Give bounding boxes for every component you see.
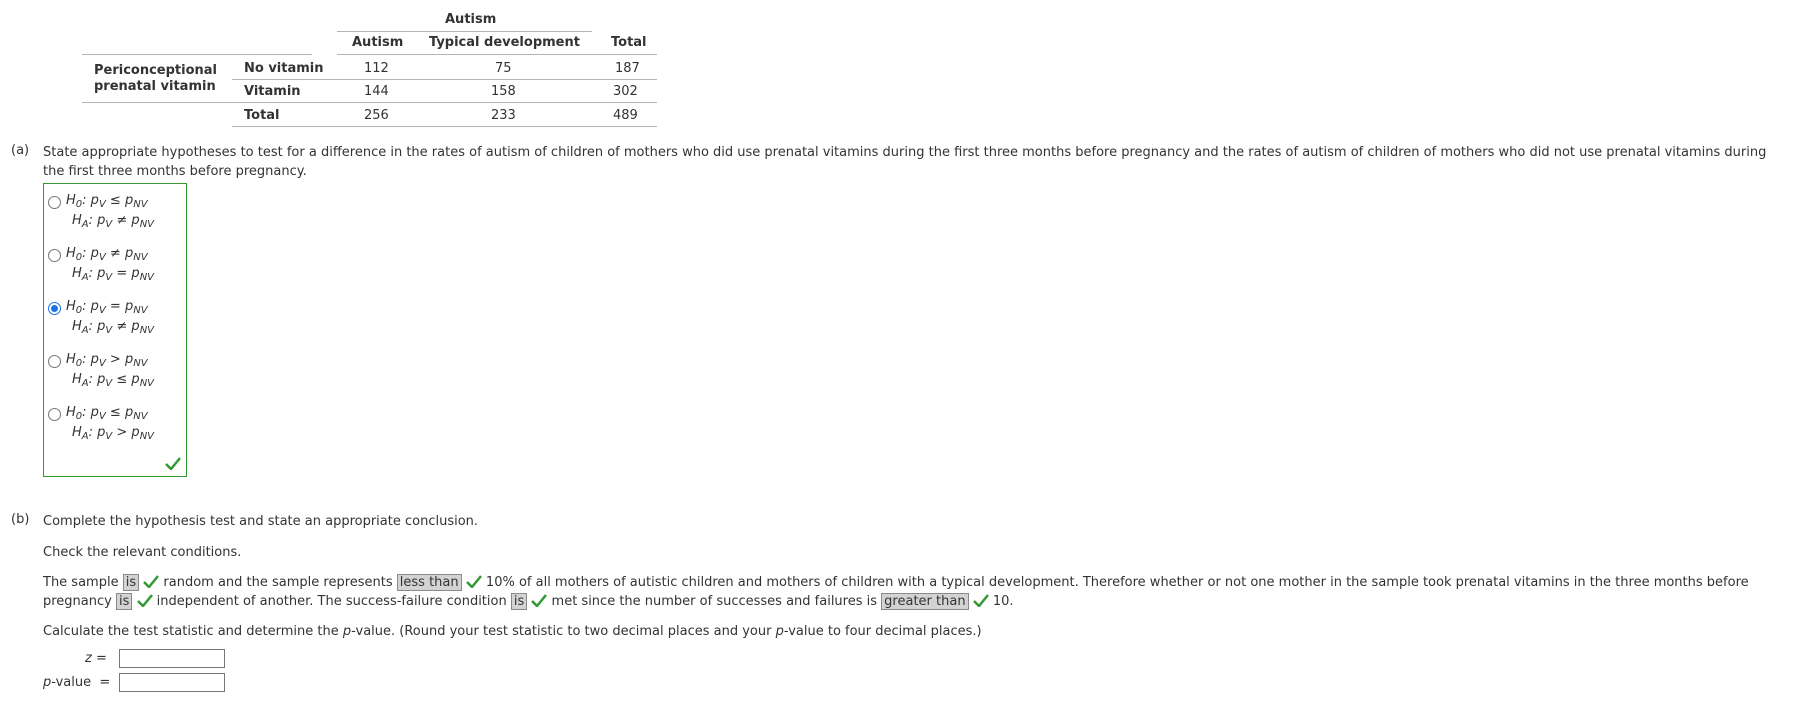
col-header-typical: Typical development <box>429 35 580 50</box>
p-value-label <box>43 675 110 690</box>
row-label-total: Total <box>244 108 280 123</box>
p-value-input[interactable] <box>119 673 225 692</box>
radio-button[interactable] <box>48 355 61 368</box>
radio-button[interactable] <box>48 302 61 315</box>
hypothesis-text: $H_0$: $p_V = p_{NV}$ <box>66 299 148 316</box>
conditions-text: independent of another. The success-failure condition <box>156 594 507 609</box>
table-cell: 187 <box>615 61 640 76</box>
conditions-text: 10. <box>992 594 1014 609</box>
hypothesis-option[interactable] <box>48 241 178 289</box>
hypothesis-option[interactable] <box>48 400 178 448</box>
instruction-text: -value to four decimal places.) <box>783 624 982 639</box>
table-cell: 112 <box>364 61 389 76</box>
hypothesis-text: $H_0$: $p_V \ne p_{NV}$ <box>66 246 148 263</box>
hypothesis-options <box>43 183 187 477</box>
check-conditions-text: Check the relevant conditions. <box>43 545 242 560</box>
row-label-vitamin: Vitamin <box>244 84 301 99</box>
sample-size-select[interactable]: less than <box>397 574 462 591</box>
hypothesis-text: $H_A$: $p_V \le p_{NV}$ <box>72 372 155 389</box>
divider <box>82 54 312 55</box>
random-select[interactable]: is <box>123 574 139 591</box>
table-cell: 158 <box>491 84 516 99</box>
conditions-text: met since the number of successes and failures is <box>551 594 878 609</box>
divider <box>232 126 657 127</box>
check-icon <box>143 575 159 588</box>
divider <box>337 31 592 32</box>
question-line: State appropriate hypotheses to test for a difference in the rates of autism of children of mothers who did use prenatal vitamins during the first three months before pregnancy and the rates of autism of children of mothers who did not use prenatal vitamins during <box>43 145 1767 160</box>
hypothesis-option[interactable] <box>48 188 178 236</box>
table-cell: 489 <box>613 108 638 123</box>
check-icon <box>137 594 153 607</box>
hypothesis-text: $H_0$: $p_V \le p_{NV}$ <box>66 405 148 422</box>
part-b-label: (b) <box>11 512 30 527</box>
instruction-text: -value. (Round your test statistic to two decimal places and your <box>351 624 776 639</box>
divider <box>232 79 657 80</box>
col-header-total: Total <box>611 35 647 50</box>
table-cell: 144 <box>364 84 389 99</box>
hypothesis-text: $H_0$: $p_V > p_{NV}$ <box>66 352 148 369</box>
part-b-intro: Complete the hypothesis test and state an appropriate conclusion. <box>43 514 479 529</box>
group-header: Autism <box>445 12 497 27</box>
question-line: the first three months before pregnancy. <box>43 164 307 179</box>
calculate-instructions <box>43 622 982 641</box>
check-icon <box>466 575 482 588</box>
row-label-no-vitamin: No vitamin <box>244 61 324 76</box>
z-label <box>85 651 107 666</box>
check-icon <box>973 594 989 607</box>
conditions-text: The sample <box>43 575 119 590</box>
hypothesis-text: $H_A$: $p_V > p_{NV}$ <box>72 425 155 442</box>
p-symbol: p <box>43 675 52 690</box>
equals-sign: = <box>95 651 107 666</box>
hypothesis-option[interactable] <box>48 347 178 395</box>
radio-button[interactable] <box>48 408 61 421</box>
equals-sign: = <box>99 675 111 690</box>
table-cell: 233 <box>491 108 516 123</box>
p-value-text: -value <box>51 675 92 690</box>
hypothesis-option[interactable] <box>48 294 178 342</box>
row-group-label-line1: Periconceptional <box>94 63 218 78</box>
independence-select[interactable]: is <box>116 593 132 610</box>
table-cell: 302 <box>613 84 638 99</box>
divider <box>82 102 657 103</box>
radio-button[interactable] <box>48 249 61 262</box>
row-group-label-line2: prenatal vitamin <box>94 79 216 94</box>
check-icon <box>531 594 547 607</box>
hypothesis-text: $H_A$: $p_V = p_{NV}$ <box>72 266 155 283</box>
part-a-label: (a) <box>11 143 30 158</box>
success-failure-select[interactable]: is <box>511 593 527 610</box>
table-cell: 75 <box>495 61 512 76</box>
part-a-question <box>43 143 1788 181</box>
col-header-autism: Autism <box>352 35 404 50</box>
hypothesis-text: $H_A$: $p_V \ne p_{NV}$ <box>72 319 155 336</box>
instruction-text: p <box>342 624 352 639</box>
hypothesis-text: $H_0$: $p_V \le p_{NV}$ <box>66 193 148 210</box>
z-symbol: z <box>85 651 92 666</box>
hypothesis-text: $H_A$: $p_V \ne p_{NV}$ <box>72 213 155 230</box>
comparison-select[interactable]: greater than <box>881 593 968 610</box>
divider <box>337 54 657 55</box>
check-icon <box>165 457 181 470</box>
conditions-paragraph <box>43 573 1788 611</box>
radio-button[interactable] <box>48 196 61 209</box>
conditions-text: pregnancy <box>43 594 112 609</box>
instruction-text: Calculate the test statistic and determine the <box>43 624 343 639</box>
conditions-text: random and the sample represents <box>163 575 393 590</box>
instruction-text: p <box>775 624 784 639</box>
z-input[interactable] <box>119 649 225 668</box>
conditions-text: 10% of all mothers of autistic children and mothers of children with a typical development. Therefore whether or not one mother in the sample took prenatal vitamins in the three months before <box>485 575 1749 590</box>
table-cell: 256 <box>364 108 389 123</box>
